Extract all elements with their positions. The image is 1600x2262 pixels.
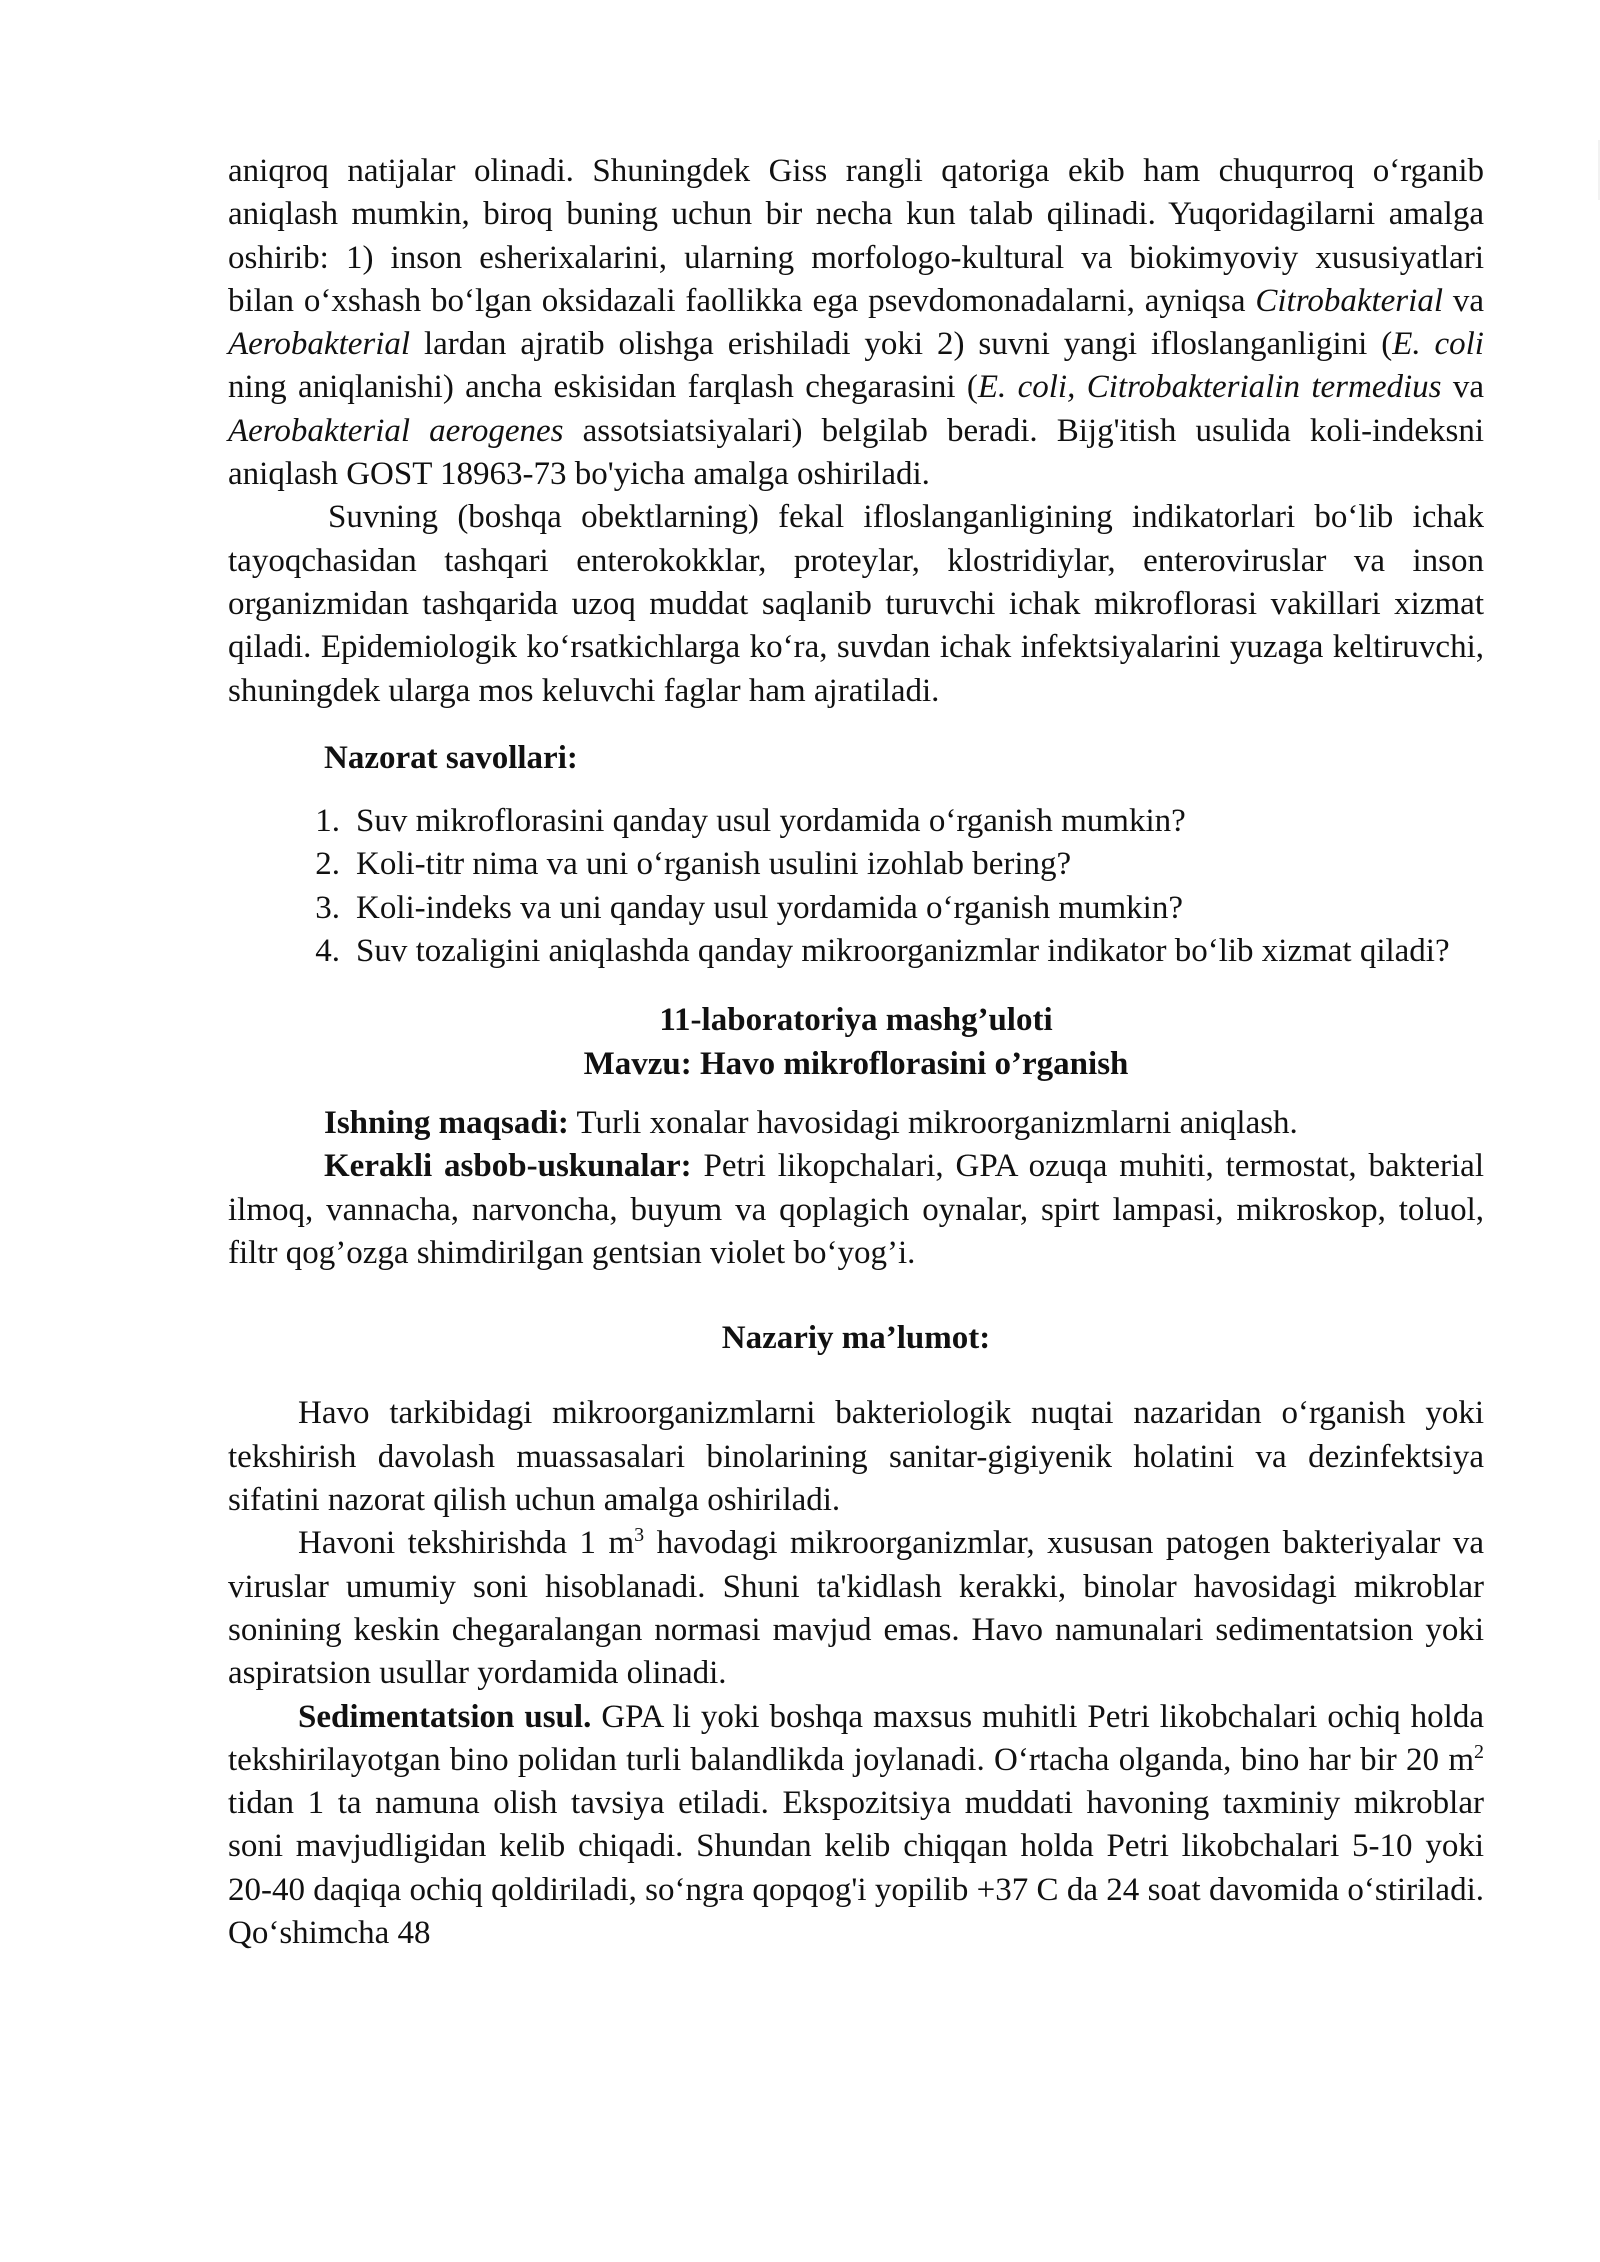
document-page [228, 150, 1484, 1955]
theory-title: Nazariy ma’lumot: [721, 1320, 991, 1357]
list-item [228, 930, 1484, 973]
list-item [228, 887, 1484, 930]
method-label: Sedimentatsion usul. [298, 1698, 592, 1735]
text-run: tidan 1 ta namuna olish tavsiya etiladi. Ekspozitsiya muddati havoning taxminiy mikroblar soni mavjudligidan kelib chiqadi. Shundan kelib chiqqan holda Petri likobchalari 5-10 yoki 20-40 daqiqa ochiq qoldiriladi, so‘ngra qopqog'i yopilib +37 C da 24 soat davomida o‘stiriladi. Qo‘shimcha 48 [228, 1785, 1484, 1951]
questions-list [228, 800, 1484, 973]
aim-paragraph [228, 1102, 1484, 1145]
list-number: 1. [315, 803, 340, 840]
fecal-indicators-paragraph: Suvning (boshqa obektlarning) fekal ifloslanganligining indikatorlari bo‘lib ichak tayoqchasidan tashqari enterokokklar, proteylar, klostridiylar, enteroviruslar va inson organizmidan tashqarida uzoq muddat saqlanib turuvchi ichak mikroflorasi vakillari xizmat qiladi. Epidemiologik ko‘rsatkichlarga ko‘ra, suvdan ichak infektsiyalarini yuzaga keltiruvchi, shuningdek ularga mos keluvchi faglar ham ajratiladi. [228, 499, 1484, 709]
text-run: GPA li yoki boshqa maxsus muhitli Petri likobchalari ochiq holda tekshirilayotgan bino polidan turli balandlikda joylanadi. O‘rtacha olganda, bino har bir 20 m [228, 1698, 1484, 1778]
list-number: 3. [315, 889, 340, 926]
theory-paragraph-1: Havo tarkibidagi mikroorganizmlarni bakteriologik nuqtai nazaridan o‘rganish yoki tekshirish davolash muassasalari binolarining sanitar-gigiyenik holatini va dezinfektsiya sifatini nazorat qilish uchun amalga oshiriladi. [228, 1395, 1484, 1519]
italic-term: E. coli [1392, 326, 1484, 363]
text-run: Havoni tekshirishda 1 m [298, 1525, 635, 1562]
question-text: Suv mikroflorasini qanday usul yordamida o‘rganish mumkin? [356, 803, 1186, 840]
tools-paragraph [228, 1145, 1484, 1275]
list-item [228, 800, 1484, 843]
italic-term: Aerobakterial [228, 326, 411, 363]
italic-term: E. coli, Citrobakterialin termedius [977, 369, 1442, 406]
text-run: lardan ajratib olishga erishiladi yoki 2) suvni yangi ifloslanganligini ( [410, 326, 1393, 363]
superscript: 3 [634, 1524, 645, 1547]
list-number: 4. [315, 933, 340, 970]
lab-topic: Mavzu: Havo mikroflorasini o’rganish [583, 1045, 1129, 1082]
list-number: 2. [315, 846, 340, 883]
superscript: 2 [1474, 1740, 1484, 1763]
questions-title: Nazorat savollari: [324, 739, 578, 776]
theory-paragraph-3 [228, 1696, 1484, 1956]
italic-term: Aerobakterial aerogenes [228, 412, 564, 449]
question-text: Suv tozaligini aniqlashda qanday mikroorganizmlar indikator bo‘lib xizmat qiladi? [356, 933, 1450, 970]
tools-label: Kerakli asbob-uskunalar: [324, 1148, 692, 1185]
continuation-paragraph [228, 150, 1484, 496]
text-run: assotsiatsiyalari) belgilab beradi. Bijg'itish usulida koli-indeksni aniqlash GOST 18963-73 bo'yicha amalga oshiriladi. [228, 412, 1484, 493]
question-text: Koli-indeks va uni qanday usul yordamida o‘rganish mumkin? [356, 889, 1183, 926]
italic-term: Citrobakterial [1255, 282, 1443, 319]
theory-paragraph-2 [228, 1522, 1484, 1695]
lab-title: 11-laboratoriya mashg’uloti [659, 1002, 1053, 1039]
text-run: aniqroq natijalar olinadi. Shuningdek Giss rangli qatoriga ekib ham chuqurroq o‘rganib aniqlash mumkin, biroq buning uchun bir necha kun talab qilinadi. Yuqoridagilarni amalga oshirib: 1) inson esherixalarini, ularning morfologo-kultural va biokimyoviy xususiyatlari bilan o‘xshash bo‘lgan oksidazali faollikka ega psevdomonadalarni, ayniqsa [228, 153, 1484, 319]
text-run: va [1442, 282, 1484, 319]
text-run: havodagi mikroorganizmlar, xususan patogen bakteriyalar va viruslar umumiy soni hisoblanadi. Shuni ta'kidlash kerakki, binolar havosidagi mikroblar sonining keskin chegaralangan normasi mavjud emas. Havo namunalari sedimentatsion yoki aspiratsion usullar yordamida olinadi. [228, 1525, 1484, 1692]
list-item [228, 843, 1484, 886]
tools-text: Petri likopchalari, GPA ozuqa muhiti, termostat, bakterial ilmoq, vannacha, narvoncha, buyum va qoplagich oynalar, spirt lampasi, mikroskop, toluol, filtr qog’ozga shimdirilgan gentsian violet bo‘yog’i. [228, 1148, 1484, 1271]
text-run: ning aniqlanishi) ancha eskisidan farqlash chegarasini ( [228, 369, 978, 406]
text-run: va [1441, 369, 1484, 406]
aim-label: Ishning maqsadi: [324, 1104, 569, 1141]
question-text: Koli-titr nima va uni o‘rganish usulini izohlab bering? [356, 846, 1072, 883]
aim-text: Turli xonalar havosidagi mikroorganizmlarni aniqlash. [568, 1104, 1298, 1141]
